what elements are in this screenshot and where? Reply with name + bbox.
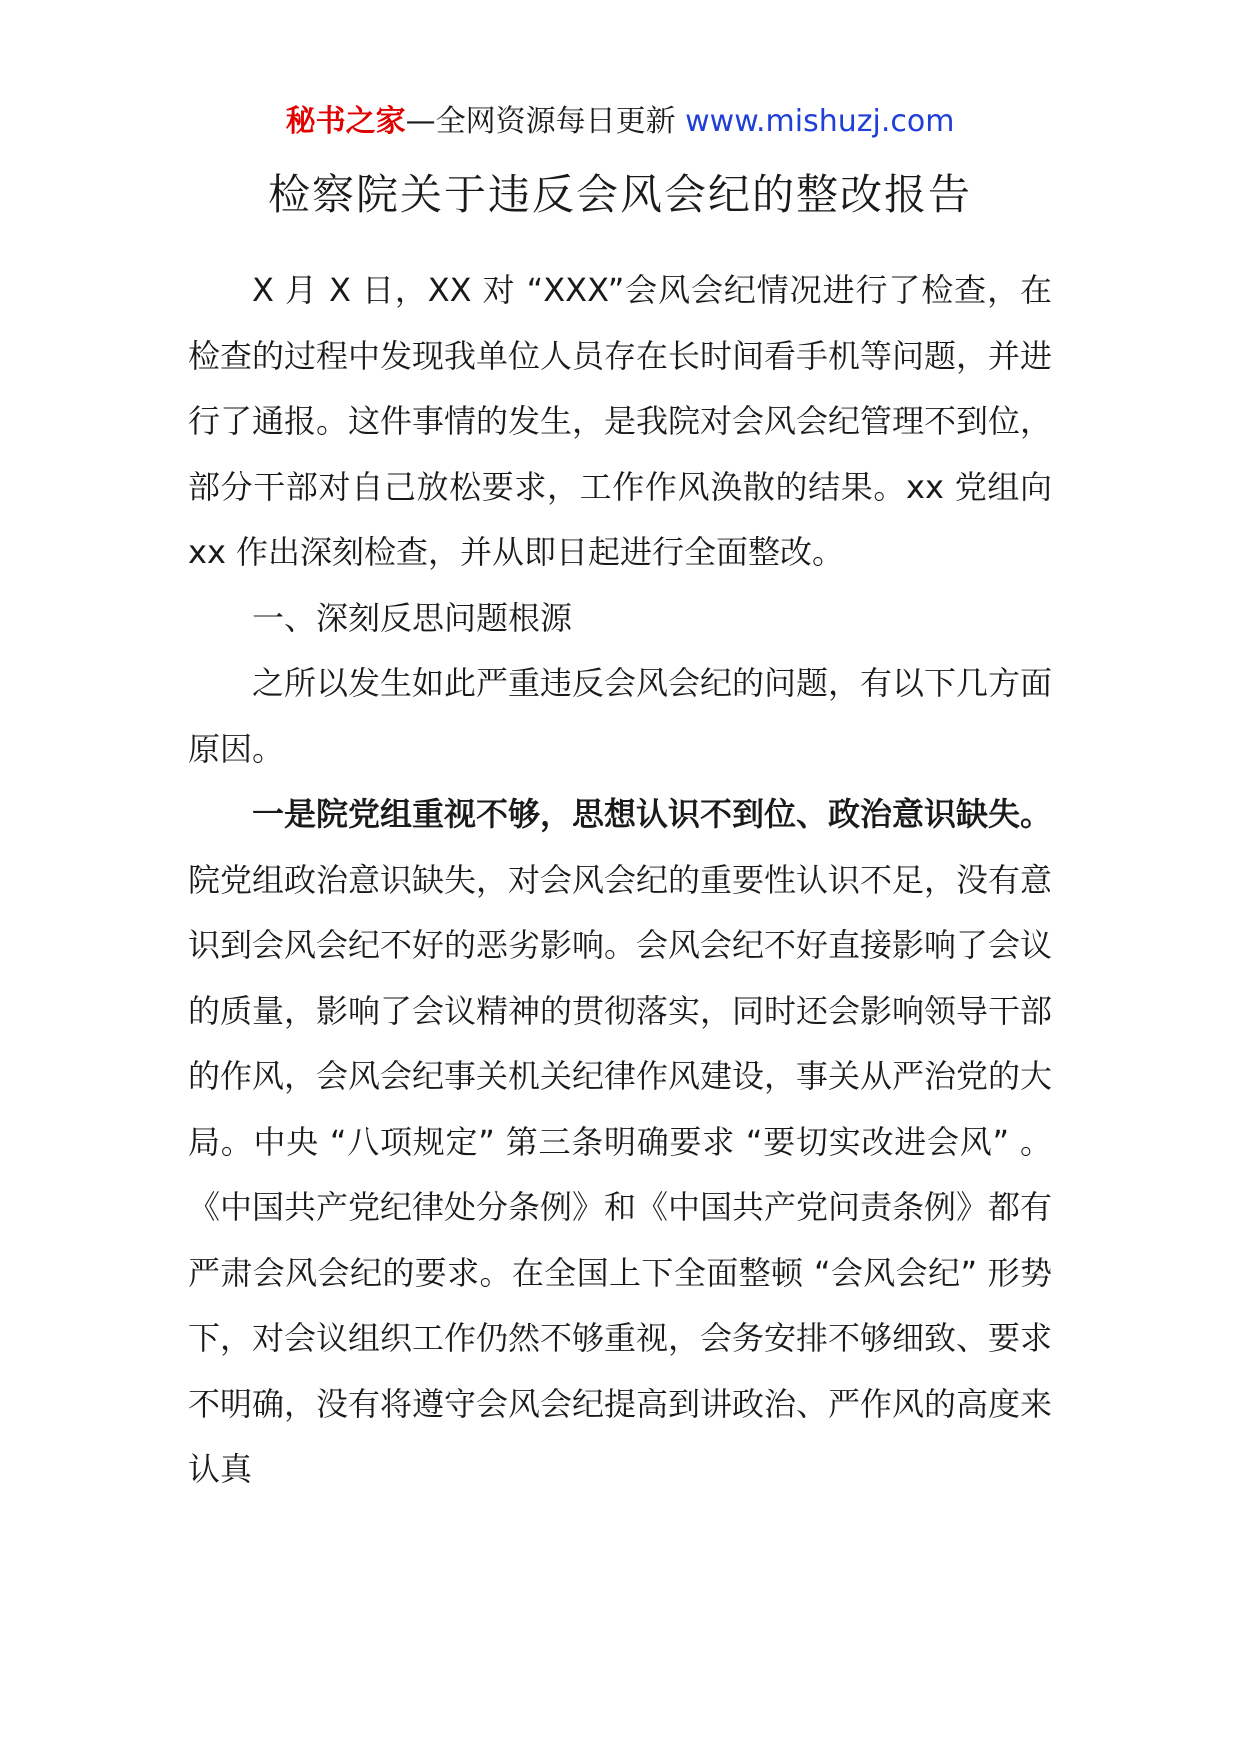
brand-name: 秘书之家	[285, 104, 406, 139]
site-url-link[interactable]: www.mishuzj.com	[685, 104, 955, 139]
paragraph-reasons-intro: 之所以发生如此严重违反会风会纪的问题，有以下几方面原因。	[188, 664, 1053, 768]
reason-one-text: 院党组政治意识缺失，对会风会纪的重要性认识不足，没有意识到会风会纪不好的恶劣影响。会风会纪不好直接影响了会议的质量，影响了会议精神的贯彻落实，同时还会影响领导干部的作风，会风会纪事关机关纪律作风建设，事关从严治党的大局。中央 “八项规定” 第三条明确要求 “要切实改进会风” 。《中国共产党纪律处分条例》和《中国共产党问责条例》都有严肃会风会纪的要求。在全国上下全面整顿 “会风会纪” 形势下，对会议组织工作仍然不够重视，会务安排不够细致、要求不明确，没有将遵守会风会纪提高到讲政治、严作风的高度来认真	[188, 860, 1053, 1488]
document-body	[188, 258, 1052, 1503]
paragraph-reason-one	[188, 782, 1052, 1503]
section-heading: 一、深刻反思问题根源	[252, 598, 573, 637]
header-slogan: —全网资源每日更新	[405, 104, 686, 139]
page-header	[0, 100, 1240, 144]
paragraph-intro: X 月 X 日，XX 对 “XXX”会风会纪情况进行了检查，在检查的过程中发现我单位人员存在长时间看手机等问题，并进行了通报。这件事情的发生，是我院对会风会纪管理不到位，部分干部对自己放松要求，工作作风涣散的结果。xx 党组向 xx 作出深刻检查，并从即日起进行全面整改。	[188, 271, 1053, 571]
reason-one-lead: 一是院党组重视不够，思想认识不到位、政治意识缺失。	[252, 795, 1053, 833]
document-title: 检察院关于违反会风会纪的整改报告	[267, 170, 972, 219]
